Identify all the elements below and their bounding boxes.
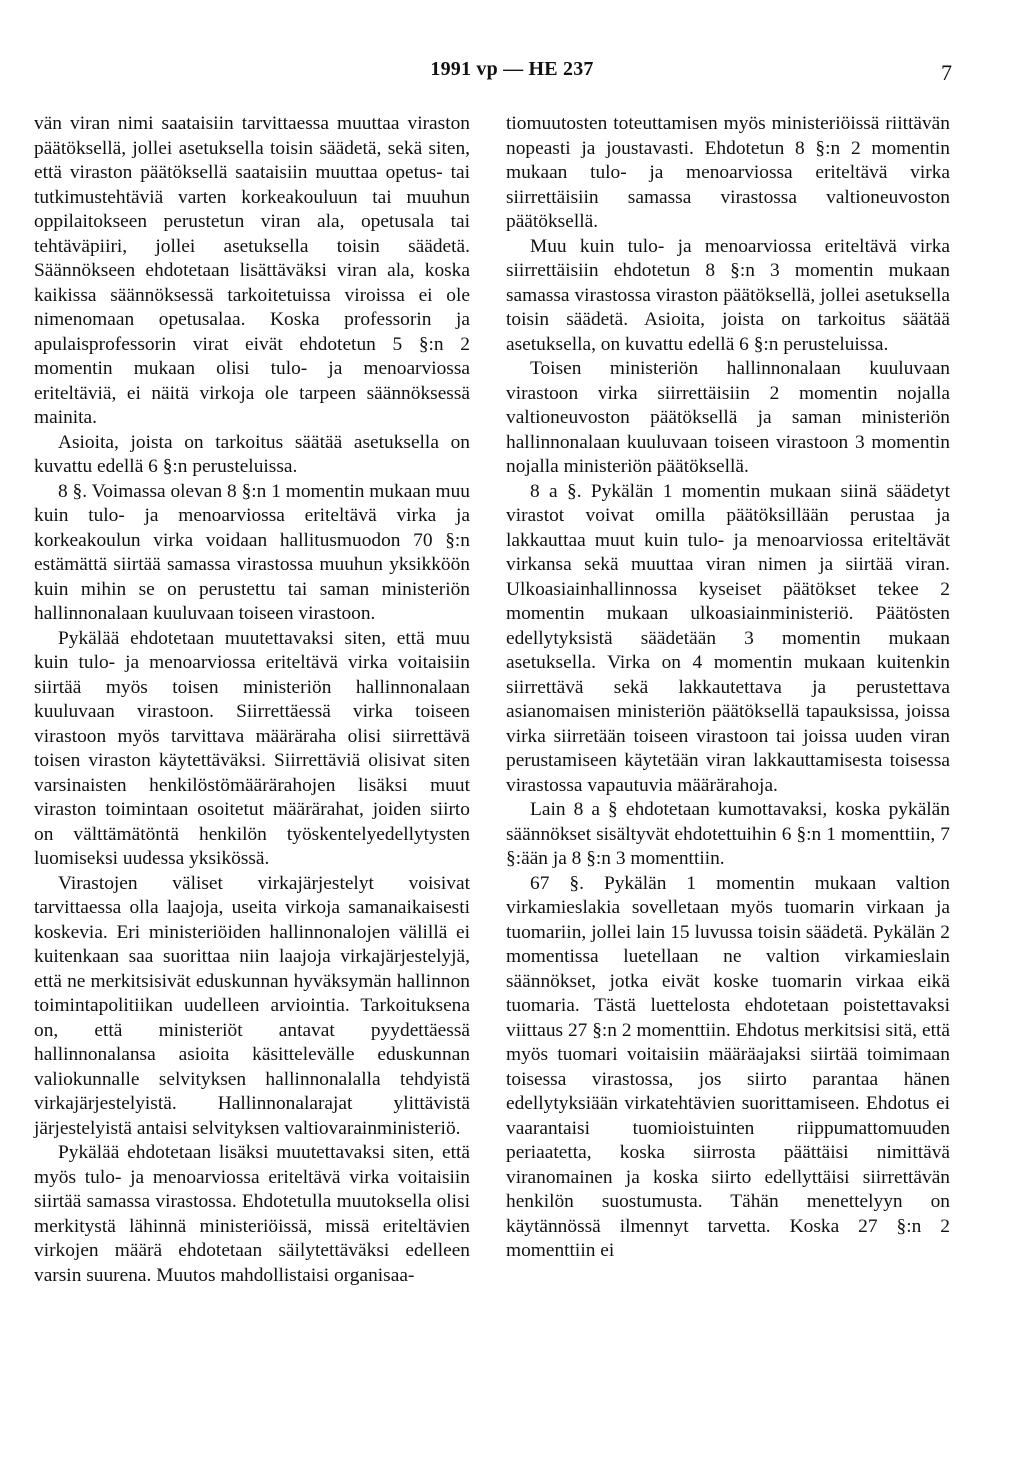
paragraph: Muu kuin tulo- ja menoarviossa eriteltävä virka siirrettäisiin ehdotetun 8 §:n 3 momentin mukaan samassa virastossa viraston päätöksellä, jollei asetuksella toisin säädetä. Asioita, joista on tarkoitus säätää asetuksella, on kuvattu edellä 6 §:n perusteluissa. xyxy=(506,235,950,355)
paragraph: Pykälää ehdotetaan muutettavaksi siten, että muu kuin tulo- ja menoarviossa eriteltävä virka voitaisiin siirtää myös toisen ministeriön hallinnonalaan kuuluvaan virastoon. Siirrettäessä virka toiseen virastoon myös tarvittava määräraha olisi siirrettävä toisen viraston käytettäväksi. Siirrettäviä olisivat siten varsinaisten henkilöstömäärärahojen lisäksi muut viraston toimintaan osoitetut määrärahat, joiden siirto on välttämätöntä henkilön työskentelyedellytysten luomiseksi uudessa yksikössä. xyxy=(34,627,470,869)
paragraph: vän viran nimi saataisiin tarvittaessa muuttaa viraston päätöksellä, jollei asetuksella toisin säädetä, sekä siten, että viraston päätöksellä saataisiin muuttaa opetus- tai tutkimustehtäviä varten korkeakouluun tai muuhun oppilaitokseen perustetun viran ala, opetusala tai tehtäväpiiri, jollei asetuksella toisin säädetä. Säännökseen ehdotetaan lisättäväksi viran ala, koska kaikissa säännöksessä tarkoitetuissa viroissa ei ole nimenomaan opetusalaa. Koska professorin ja apulaisprofessorin virat eivät ehdotetun 5 §:n 2 momentin mukaan olisi tulo- ja menoarviossa eriteltäviä, ei näitä virkoja ole tarpeen säännöksessä mainita. xyxy=(34,113,470,428)
paragraph: Pykälää ehdotetaan lisäksi muutettavaksi siten, että myös tulo- ja menoarviossa eriteltävä virka voitaisiin siirtää samassa virastossa. Ehdotetulla muutoksella olisi merkitystä lähinnä ministeriöissä, missä eriteltävien virkojen määrä ehdotetaan säilytettäväksi edelleen varsin suurena. Muutos mahdollistaisi organisaa- xyxy=(34,1142,470,1286)
paragraph: tiomuutosten toteuttamisen myös ministeriöissä riittävän nopeasti ja joustavasti. Ehdotetun 8 §:n 2 momentin mukaan tulo- ja menoarviossa eriteltävä virka siirrettäisiin samassa virastossa valtioneuvoston päätöksellä. xyxy=(506,113,950,232)
paragraph: 8 §. Voimassa olevan 8 §:n 1 momentin mukaan muu kuin tulo- ja menoarviossa eriteltävä virka ja korkeakoulun virka voidaan hallitusmuodon 70 §:n estämättä siirtää samassa virastossa muuhun yksikköön kuin mihin se on perustettu tai saman ministeriön hallinnonalaan kuuluvaan toiseen virastoon. xyxy=(34,480,470,624)
paragraph: Virastojen väliset virkajärjestelyt voisivat tarvittaessa olla laajoja, useita virkoja samanaikaisesti koskevia. Eri ministeriöiden hallinnonalojen välillä ei kuitenkaan saa suorittaa niin laajoja virkajärjestelyjä, että ne merkitsisivät eduskunnan hyväksymän hallinnon toimintapolitiikan uudelleen arviointia. Tarkoituksena on, että ministeriöt antavat pyydettäessä hallinnonalansa asioita käsittelevälle eduskunnan valiokunnalle selvityksen hallinnonalalla tehdyistä virkajärjestelyistä. Hallinnonalarajat ylittävistä järjestelyistä antaisi selvityksen valtiovarainministeriö. xyxy=(34,872,470,1139)
page-header xyxy=(0,58,1024,88)
page-number: 7 xyxy=(941,60,952,85)
paragraph: 67 §. Pykälän 1 momentin mukaan valtion virkamieslakia sovelletaan myös tuomarin virkaan ja tuomariin, jollei lain 15 luvussa toisin säädetä. Pykälän 2 momentissa luetellaan ne valtion virkamieslain säännökset, jotka eivät koske tuomarin virkaa eikä tuomaria. Tästä luettelosta ehdotetaan poistettavaksi viittaus 27 §:n 2 momenttiin. Ehdotus merkitsisi sitä, että myös tuomari voitaisiin määräajaksi siirtää toimimaan toisessa virastossa, jos siirto parantaa hänen edellytyksiään virkatehtävien suorittamiseen. Ehdotus ei vaarantaisi tuomioistuinten riippumattomuuden periaatetta, koska siirrosta päättäisi nimittävä viranomainen ja koska siirto edellyttäisi siirrettävän henkilön suostumusta. Tähän menettelyyn on käytännössä ilmennyt tarvetta. Koska 27 §:n 2 momenttiin ei xyxy=(506,872,950,1261)
paragraph: 8 a §. Pykälän 1 momentin mukaan siinä säädetyt virastot voivat omilla päätöksillään perustaa ja lakkauttaa muut kuin tulo- ja menoarviossa eriteltävät virkansa sekä muuttaa viran nimen ja siirtää viran. Ulkoasiainhallinnossa kyseiset päätökset tekee 2 momentin mukaan ulkoasiainministeriö. Päätösten edellytyksistä säädetään 3 momentin mukaan asetuksella. Virka on 4 momentin mukaan kuitenkin siirrettävä sekä lakkautettava ja perustettava asianomaisen ministeriön päätöksellä tapauksissa, joissa virka siirretään toiseen virastoon tai joissa uuden viran perustamiseen käytetään viran lakkauttamisesta toisessa virastossa vapautuvia määrärahoja. xyxy=(506,480,950,796)
right-column xyxy=(506,112,950,1264)
paragraph: Lain 8 a § ehdotetaan kumottavaksi, koska pykälän säännökset sisältyvät ehdotettuihin 6 §:n 1 momenttiin, 7 §:ään ja 8 §:n 3 momenttiin. xyxy=(506,799,950,869)
paragraph: Toisen ministeriön hallinnonalaan kuuluvaan virastoon virka siirrettäisiin 2 momentin nojalla valtioneuvoston päätöksellä ja saman ministeriön hallinnonalaan kuuluvaan toiseen virastoon 3 momentin nojalla ministeriön päätöksellä. xyxy=(506,358,950,477)
running-title: 1991 vp — HE 237 xyxy=(430,58,594,80)
paragraph: Asioita, joista on tarkoitus säätää asetuksella on kuvattu edellä 6 §:n perusteluissa. xyxy=(34,431,470,477)
left-column xyxy=(34,112,470,1288)
